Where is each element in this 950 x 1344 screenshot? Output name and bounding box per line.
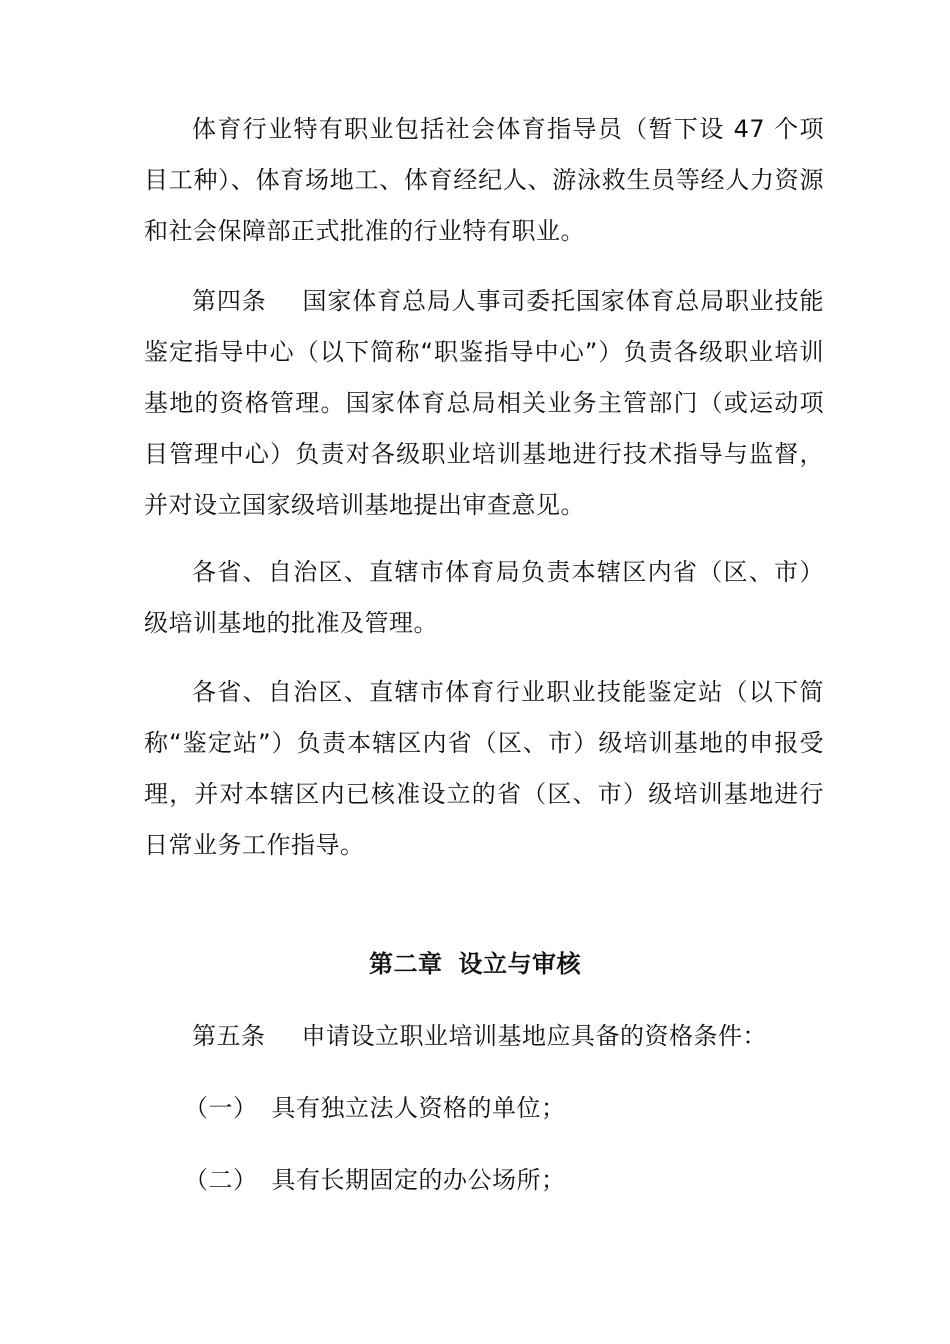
chapter-heading — [0, 942, 950, 986]
chapter-number: 第二章 — [369, 950, 443, 978]
paragraph-article-5 — [144, 1014, 824, 1058]
list-item-text: 具有独立法人资格的单位； — [271, 1094, 566, 1122]
article-4-label: 第四条 — [192, 287, 267, 315]
paragraph-article-4 — [144, 276, 824, 531]
chapter-title: 设立与审核 — [458, 950, 581, 978]
list-item — [144, 1086, 824, 1130]
paragraph-appraisal-station: 各省、自治区、直辖市体育行业职业技能鉴定站（以下简称“鉴定站”）负责本辖区内省（区、市）级培训基地的申报受理，并对本辖区内已核准设立的省（区、市）级培训基地进行日常业务工作指导。 — [144, 678, 824, 859]
list-item-text: 具有长期固定的办公场所； — [271, 1166, 566, 1194]
list-item — [144, 1158, 824, 1202]
article-5-label: 第五条 — [192, 1022, 266, 1050]
list-item-number: （二） — [184, 1166, 258, 1194]
article-4-text: 国家体育总局人事司委托国家体育总局职业技能鉴定指导中心（以下简称“职鉴指导中心”）负责各级职业培训基地的资格管理。国家体育总局相关业务主管部门（或运动项目管理中心）负责对各级职业培训基地进行技术指导与监督，并对设立国家级培训基地提出审查意见。 — [144, 287, 825, 519]
paragraph-occupations: 体育行业特有职业包括社会体育指导员（暂下设 47 个项目工种）、体育场地工、体育经纪人、游泳救生员等经人力资源和社会保障部正式批准的行业特有职业。 — [144, 115, 824, 245]
article-5-text: 申请设立职业培训基地应具备的资格条件： — [301, 1022, 767, 1050]
paragraph-provincial-bureau: 各省、自治区、直辖市体育局负责本辖区内省（区、市）级培训基地的批准及管理。 — [144, 558, 824, 637]
list-item-number: （一） — [184, 1094, 258, 1122]
